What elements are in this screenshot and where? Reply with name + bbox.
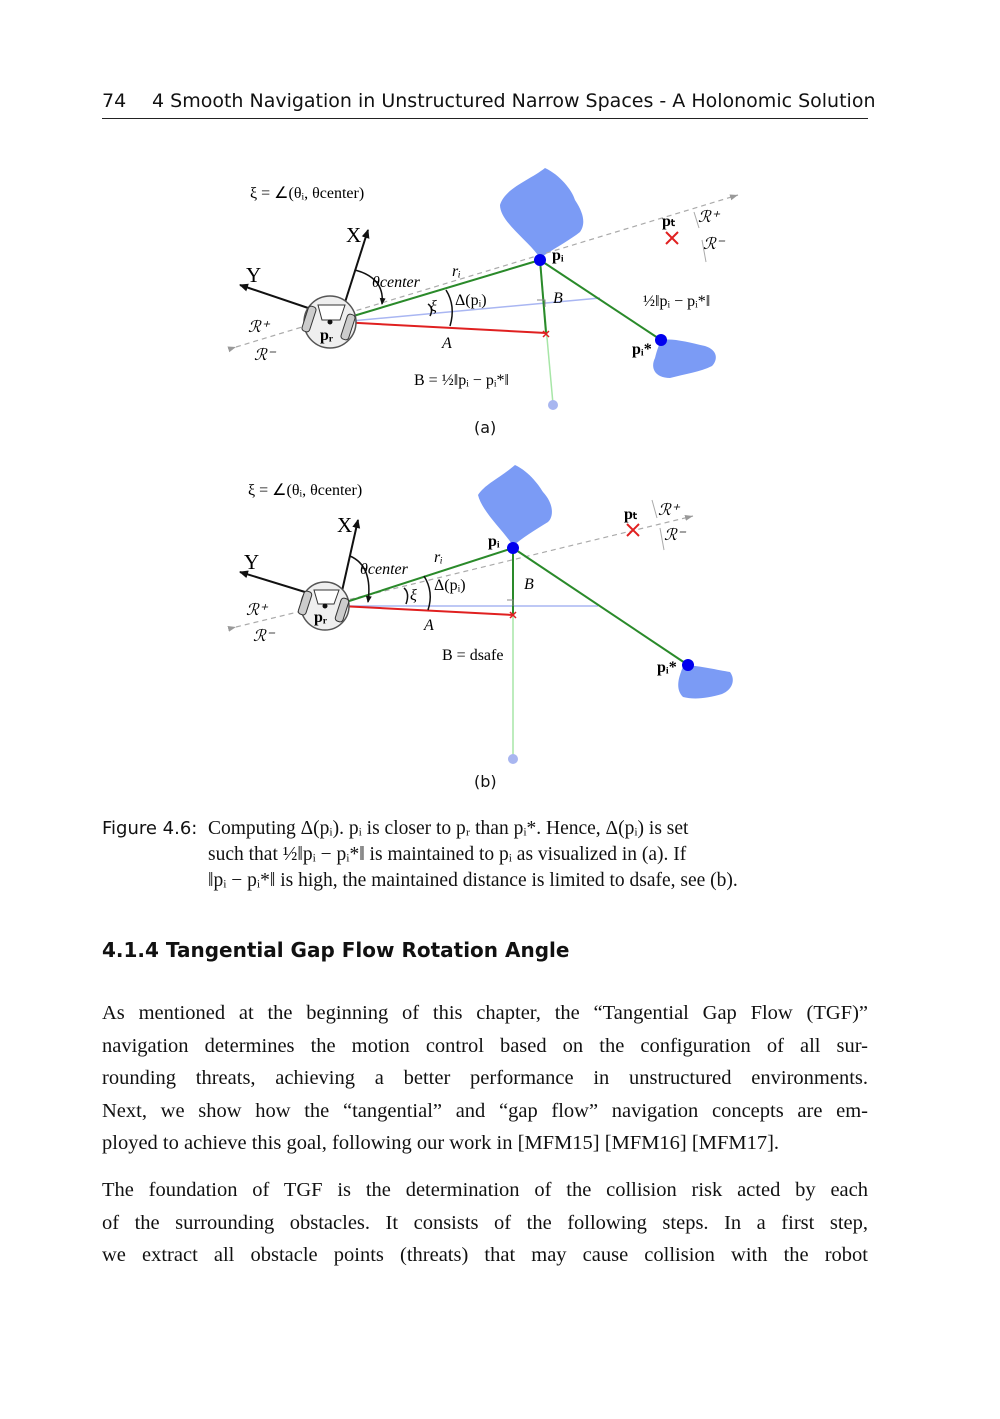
a-line	[340, 322, 546, 333]
text-line: of the surrounding obstacles. It consists of the following steps. In a first step,	[102, 1211, 868, 1234]
text-line: As mentioned at the beginning of this chapter, the “Tangential Gap Flow (TGF)”	[102, 1002, 868, 1024]
section-heading: 4.1.4 Tangential Gap Flow Rotation Angle	[102, 938, 570, 962]
xi-label-b: ξ	[410, 587, 417, 604]
b-line	[540, 260, 546, 333]
text-line: ployed to achieve this goal, following our work in [MFM15] [MFM16] [MFM17].	[102, 1132, 780, 1154]
delta-arc-b	[424, 576, 430, 610]
lower-light-point-b	[508, 754, 518, 764]
b-equation-b: B = dsafe	[442, 647, 504, 664]
r-minus-label-b-left: ℛ⁻	[253, 628, 275, 645]
p-t-marker-a	[666, 232, 678, 244]
p-star-label-b: pᵢ*	[657, 659, 677, 676]
p-i-point-a	[534, 254, 546, 266]
delta-arc	[446, 290, 452, 326]
delta-label-b: Δ(pᵢ)	[434, 577, 466, 594]
r-i-label-a: rᵢ	[452, 263, 461, 280]
paragraph-2	[102, 1174, 868, 1272]
r-minus-label-a-right: ℛ⁻	[703, 236, 725, 253]
subfigure-label-a: (a)	[474, 418, 497, 437]
b-label-a: B	[553, 290, 563, 307]
a-label-b: A	[424, 617, 434, 634]
r-minus-label-b-right: ℛ⁻	[664, 527, 686, 544]
b-label-b: B	[524, 576, 534, 593]
r-minus-label-a-left: ℛ⁻	[254, 347, 276, 364]
paragraph-1	[102, 997, 868, 1160]
p-i-label-a: pᵢ	[552, 247, 564, 264]
r-plus-label-b-left: ℛ⁺	[246, 602, 268, 619]
delta-label-a: Δ(pᵢ)	[455, 292, 487, 309]
p-r-label-b: pᵣ	[314, 609, 327, 626]
p-r-label-a: pᵣ	[320, 327, 333, 344]
r-plus-label-a-left: ℛ⁺	[248, 319, 270, 336]
caption-line: ‖pᵢ − pᵢ*‖ is high, the maintained distance is limited to dsafe, see (b).	[208, 870, 738, 891]
x-axis-label: X	[346, 223, 362, 247]
p-i-label-b: pᵢ	[488, 533, 500, 550]
theta-center-label-b: θcenter	[360, 561, 408, 578]
caption-line: Computing Δ(pᵢ). pᵢ is closer to pᵣ than pᵢ*. Hence, Δ(pᵢ) is set	[208, 818, 689, 839]
xi-definition-b: ξ = ∠(θᵢ, θcenter)	[248, 482, 363, 499]
xi-arc-b	[404, 588, 408, 604]
xi-definition: ξ = ∠(θᵢ, θcenter)	[250, 185, 365, 202]
p-t-marker-b	[627, 524, 639, 536]
xi-label-a: ξ	[430, 298, 437, 315]
caption-label: Figure 4.6:	[102, 818, 198, 839]
text-line: rounding threats, achieving a better performance in unstructured environments.	[102, 1067, 868, 1089]
half-norm-label-a: ½‖pᵢ − pᵢ*‖	[643, 293, 711, 310]
b-equation-a: B = ½‖pᵢ − pᵢ*‖	[414, 372, 509, 389]
subfigure-a	[236, 168, 738, 410]
subfigure-label-b: (b)	[474, 772, 497, 791]
figure-caption	[102, 816, 868, 894]
y-axis-label-b: Y	[244, 550, 260, 574]
text-line: navigation determines the motion control based on the configuration of all sur-	[102, 1034, 868, 1057]
caption-line: such that ½‖pᵢ − pᵢ*‖ is maintained to pᵢ as visualized in (a). If	[208, 844, 687, 865]
p-star-label-a: pᵢ*	[632, 341, 652, 358]
subfigure-b	[236, 465, 733, 764]
obstacle-upper	[500, 168, 583, 258]
r-plus-tick-b	[652, 500, 657, 518]
r-i-label-b: rᵢ	[434, 549, 443, 566]
caption-text	[208, 816, 868, 894]
text-line: Next, we show how the “tangential” and “gap flow” navigation concepts are em-	[102, 1099, 868, 1122]
p-star-point-a	[655, 334, 667, 346]
theta-center-label-a: θcenter	[372, 274, 420, 291]
x-axis-label-b: X	[337, 513, 353, 537]
p-star-point-b	[682, 659, 694, 671]
p-t-label-a: pₜ	[662, 213, 676, 230]
p-i-point-b	[507, 542, 519, 554]
chapter-title: 4 Smooth Navigation in Unstructured Narrow Spaces - A Holonomic Solution	[152, 90, 876, 112]
r-i-line	[340, 260, 540, 320]
text-line: The foundation of TGF is the determination of the collision risk acted by each	[102, 1179, 868, 1201]
p-t-label-b: pₜ	[624, 506, 638, 523]
y-axis-label: Y	[246, 263, 262, 287]
r-plus-label-a-right: ℛ⁺	[698, 209, 720, 226]
a-label-a: A	[442, 335, 452, 352]
lower-light-point	[548, 400, 558, 410]
page-number: 74	[102, 90, 127, 112]
a-line-b	[340, 606, 513, 615]
text-line: we extract all obstacle points (threats) that may cause collision with the robot	[102, 1244, 868, 1266]
r-plus-label-b-right: ℛ⁺	[658, 502, 680, 519]
